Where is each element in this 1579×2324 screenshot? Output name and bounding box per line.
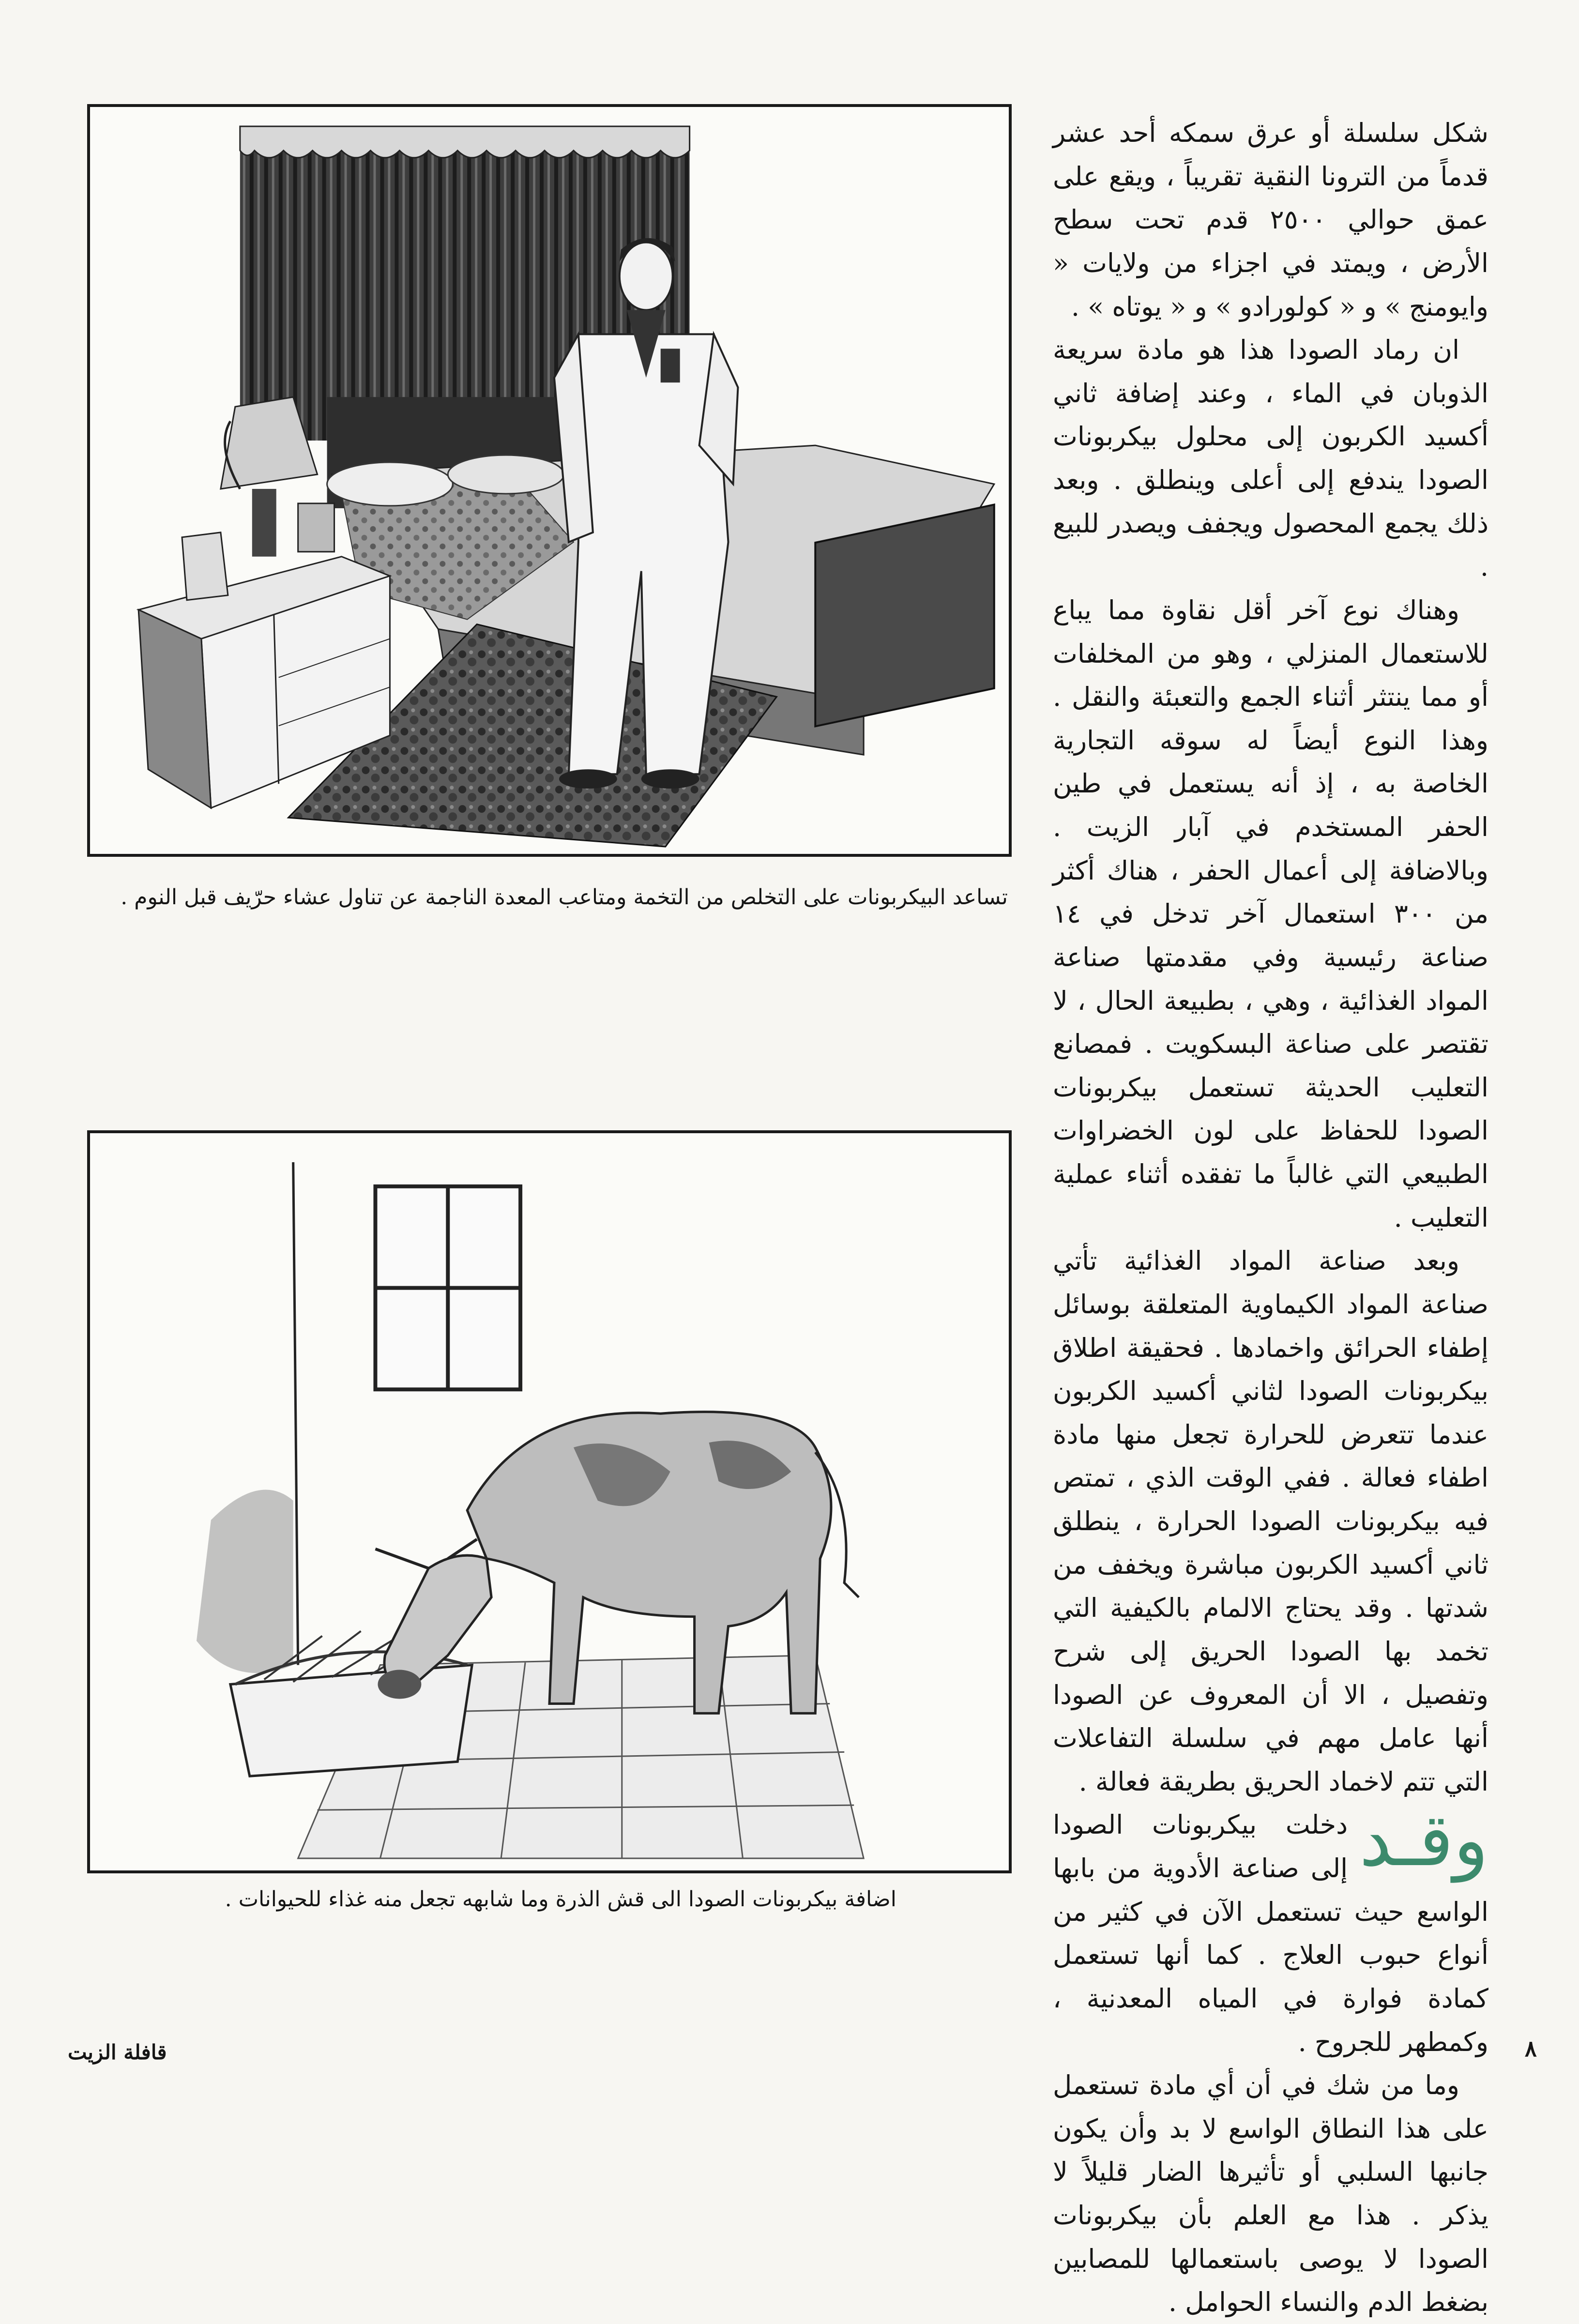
pillow — [327, 462, 453, 506]
article-text-column — [1053, 111, 1488, 2324]
footboard — [815, 504, 994, 726]
dropcap: وقـد — [1359, 1798, 1488, 1883]
pitcher — [182, 532, 228, 600]
figure-caption: اضافة بيكربونات الصودا الى قش الذرة وما شابهه تجعل منه غذاء للحيوانات . — [225, 1887, 896, 1912]
paragraph-with-dropcap — [1053, 1798, 1488, 2064]
wall-shadow — [197, 1490, 293, 1673]
paragraph-text: دخلت بيكربونات الصودا إلى صناعة الأدوية من بابها الواسع حيث تستعمل الآن في كثير من أنواع حبوب العلاج . كما أنها تستعمل كمادة فوارة في المياه المعدنية ، وكمطهر للجروح . — [1053, 1809, 1488, 2057]
paragraph: وبعد صناعة المواد الغذائية تأتي صناعة المواد الكيماوية المتعلقة بوسائل إطفاء الحرائق واخمادها . فحقيقة اطلاق بيكربونات الصودا لثاني أكسيد الكربون عندما تتعرض للحرارة تجعل منها مادة اطفاء فعالة . ففي الوقت الذي ، تمتص فيه بيكربونات الصودا الحرارة ، ينطلق ثاني أكسيد الكربون مباشرة ويخفف من شدتها . وقد يحتاج الالمام بالكيفية التي تخمد بها الصودا الحريق إلى شرح وتفصيل ، الا أن المعروف عن الصودا أنها عامل مهم في سلسلة التفاعلات التي تتم لاخماد الحريق بطريقة فعالة . — [1053, 1246, 1488, 1797]
paragraph: وما من شك في أن أي مادة تستعمل على هذا النطاق الواسع لا بد وأن يكون جانبها السلبي أو تأثيرها الضار قليلاً لا يذكر . هذا مع العلم بأن بيكربونات الصودا لا يوصى باستعمالها للمصابين بضغط الدم والنساء الحوامل . — [1053, 2070, 1488, 2318]
page-number: ٨ — [1525, 2035, 1537, 2062]
nightstand-side — [138, 610, 211, 808]
pillow — [448, 455, 564, 494]
curtain-valance — [240, 126, 690, 158]
bedroom-drawing — [90, 107, 1009, 854]
paragraph: وهناك نوع آخر أقل نقاوة مما يباع للاستعمال المنزلي ، وهو من المخلفات أو مما ينتثر أثناء الجمع والتعبئة والنقل . وهذا النوع أيضاً له سوقه التجارية الخاصة به ، إذ أنه يستعمل في طين الحفر المستخدم في آبار الزيت . وبالاضافة إلى أعمال الحفر ، هناك أكثر من ٣٠٠ استعمال آخر تدخل في ١٤ صناعة رئيسية وفي مقدمتها صناعة المواد الغذائية ، وهي ، بطبيعة الحال ، لا تقتصر على صناعة البسكويت . فمصانع التعليب الحديثة تستعمل بيكربونات الصودا للحفاظ على لون الخضراوات الطبيعي التي غالباً ما تفقده أثناء عملية التعليب . — [1053, 594, 1488, 1233]
window — [375, 1186, 520, 1389]
paragraph: شكل سلسلة أو عرق سمكه أحد عشر قدماً من الترونا النقية تقريباً ، ويقع على عمق حوالي ٢٥٠٠ قدم تحت سطح الأرض ، ويمتد في اجزاء من ولايات « وايومنج » و « كولورادو » و « يوتاه » . — [1053, 118, 1488, 322]
cow-drawing — [90, 1133, 1009, 1870]
bedroom-illustration — [87, 104, 1012, 857]
cow-illustration — [87, 1130, 1012, 1873]
lamp-base — [252, 489, 276, 557]
magazine-title: قافلة الزيت — [68, 2040, 167, 2064]
radio-box — [298, 503, 334, 552]
paragraph: ان رماد الصودا هذا هو مادة سريعة الذوبان في الماء ، وعند إضافة ثاني أكسيد الكربون إلى محلول بيكربونات الصودا يندفع إلى أعلى وينطلق . وبعد ذلك يجمع المحصول ويجفف ويصدر للبيع . — [1053, 334, 1488, 582]
figure-caption: تساعد البيكربونات على التخلص من التخمة ومتاعب المعدة الناجمة عن تناول عشاء حرّيف قبل النوم . — [121, 885, 1008, 910]
